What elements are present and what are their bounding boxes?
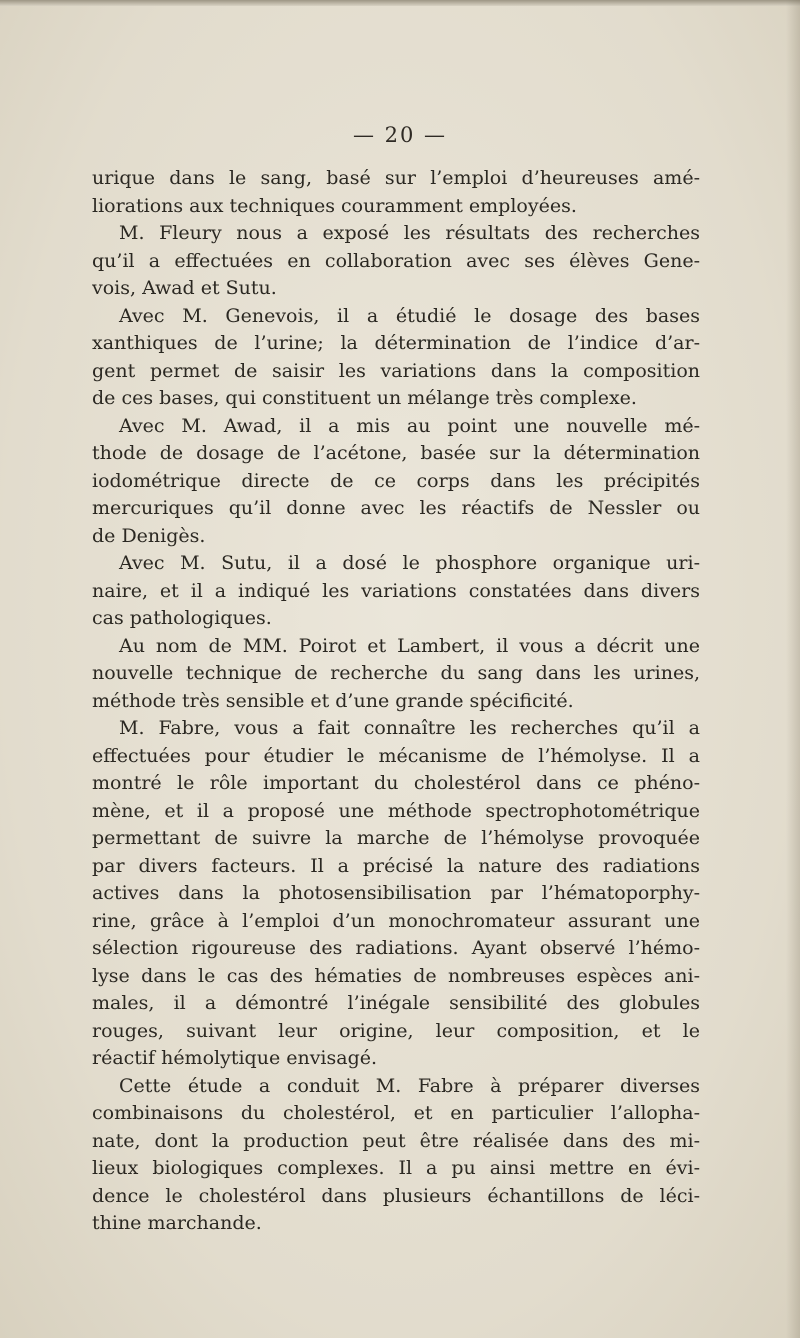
- text-line: rine, grâce à l’emploi d’un monochromateur assurant une: [92, 909, 700, 932]
- text-line: males, il a démontré l’inégale sensibilité des globules: [92, 992, 700, 1014]
- text-line: de ces bases, qui constituent un mélange très complexe.: [92, 387, 637, 409]
- page-top-edge: [0, 0, 800, 6]
- text-line: Avec M. Sutu, il a dosé le phosphore organique uri-: [119, 552, 700, 574]
- text-line: lieux biologiques complexes. Il a pu ainsi mettre en évi-: [92, 1157, 700, 1179]
- text-line: permettant de suivre la marche de l’hémolyse provoquée: [92, 827, 700, 849]
- text-line: rouges, suivant leur origine, leur composition, et le: [92, 1019, 700, 1042]
- text-line: Avec M. Awad, il a mis au point une nouvelle mé-: [119, 414, 700, 437]
- text-line: urique dans le sang, basé sur l’emploi d’heureuses amé-: [92, 167, 700, 189]
- page-right-edge: [786, 0, 800, 1338]
- text-line: mène, et il a proposé une méthode spectrophotométrique: [92, 799, 700, 822]
- text-line: de Denigès.: [92, 524, 206, 547]
- text-line: sélection rigoureuse des radiations. Ayant observé l’hémo-: [92, 937, 700, 959]
- text-line: Cette étude a conduit M. Fabre à préparer diverses: [119, 1074, 700, 1097]
- page-number: — 20 —: [352, 123, 448, 147]
- text-line: effectuées pour étudier le mécanisme de l’hémolyse. Il a: [92, 744, 700, 767]
- text-line: M. Fabre, vous a fait connaître les recherches qu’il a: [119, 717, 700, 739]
- text-line: par divers facteurs. Il a précisé la nature des radiations: [92, 854, 700, 877]
- text-line: Avec M. Genevois, il a étudié le dosage des bases: [119, 304, 700, 327]
- text-line: thode de dosage de l’acétone, basée sur la détermination: [92, 442, 700, 464]
- text-line: vois, Awad et Sutu.: [92, 277, 277, 299]
- text-line: qu’il a effectuées en collaboration avec ses élèves Gene-: [92, 249, 700, 272]
- text-line: nouvelle technique de recherche du sang dans les urines,: [92, 662, 700, 684]
- text-line: mercuriques qu’il donne avec les réactifs de Nessler ou: [92, 497, 700, 519]
- text-line: lyse dans le cas des hématies de nombreuses espèces ani-: [92, 964, 700, 987]
- text-line: thine marchande.: [92, 1212, 262, 1234]
- body-text: [92, 165, 700, 1238]
- text-line: naire, et il a indiqué les variations constatées dans divers: [92, 579, 700, 602]
- text-line: méthode très sensible et d’une grande spécificité.: [92, 689, 574, 712]
- text-line: cas pathologiques.: [92, 607, 272, 629]
- text-line: M. Fleury nous a exposé les résultats des recherches: [119, 222, 700, 244]
- text-line: liorations aux techniques couramment employées.: [92, 194, 577, 217]
- text-line: xanthiques de l’urine; la détermination de l’indice d’ar-: [92, 332, 700, 354]
- text-line: iodométrique directe de ce corps dans les précipités: [92, 469, 700, 492]
- text-line: gent permet de saisir les variations dans la composition: [92, 359, 700, 382]
- text-line: Au nom de MM. Poirot et Lambert, il vous a décrit une: [119, 634, 700, 657]
- text-line: nate, dont la production peut être réalisée dans des mi-: [92, 1129, 700, 1152]
- text-line: combinaisons du cholestérol, et en particulier l’allopha-: [92, 1102, 700, 1124]
- text-line: actives dans la photosensibilisation par l’hématoporphy-: [92, 882, 700, 904]
- text-line: montré le rôle important du cholestérol dans ce phéno-: [92, 772, 700, 794]
- text-line: réactif hémolytique envisagé.: [92, 1047, 378, 1069]
- text-line: dence le cholestérol dans plusieurs échantillons de léci-: [92, 1184, 700, 1207]
